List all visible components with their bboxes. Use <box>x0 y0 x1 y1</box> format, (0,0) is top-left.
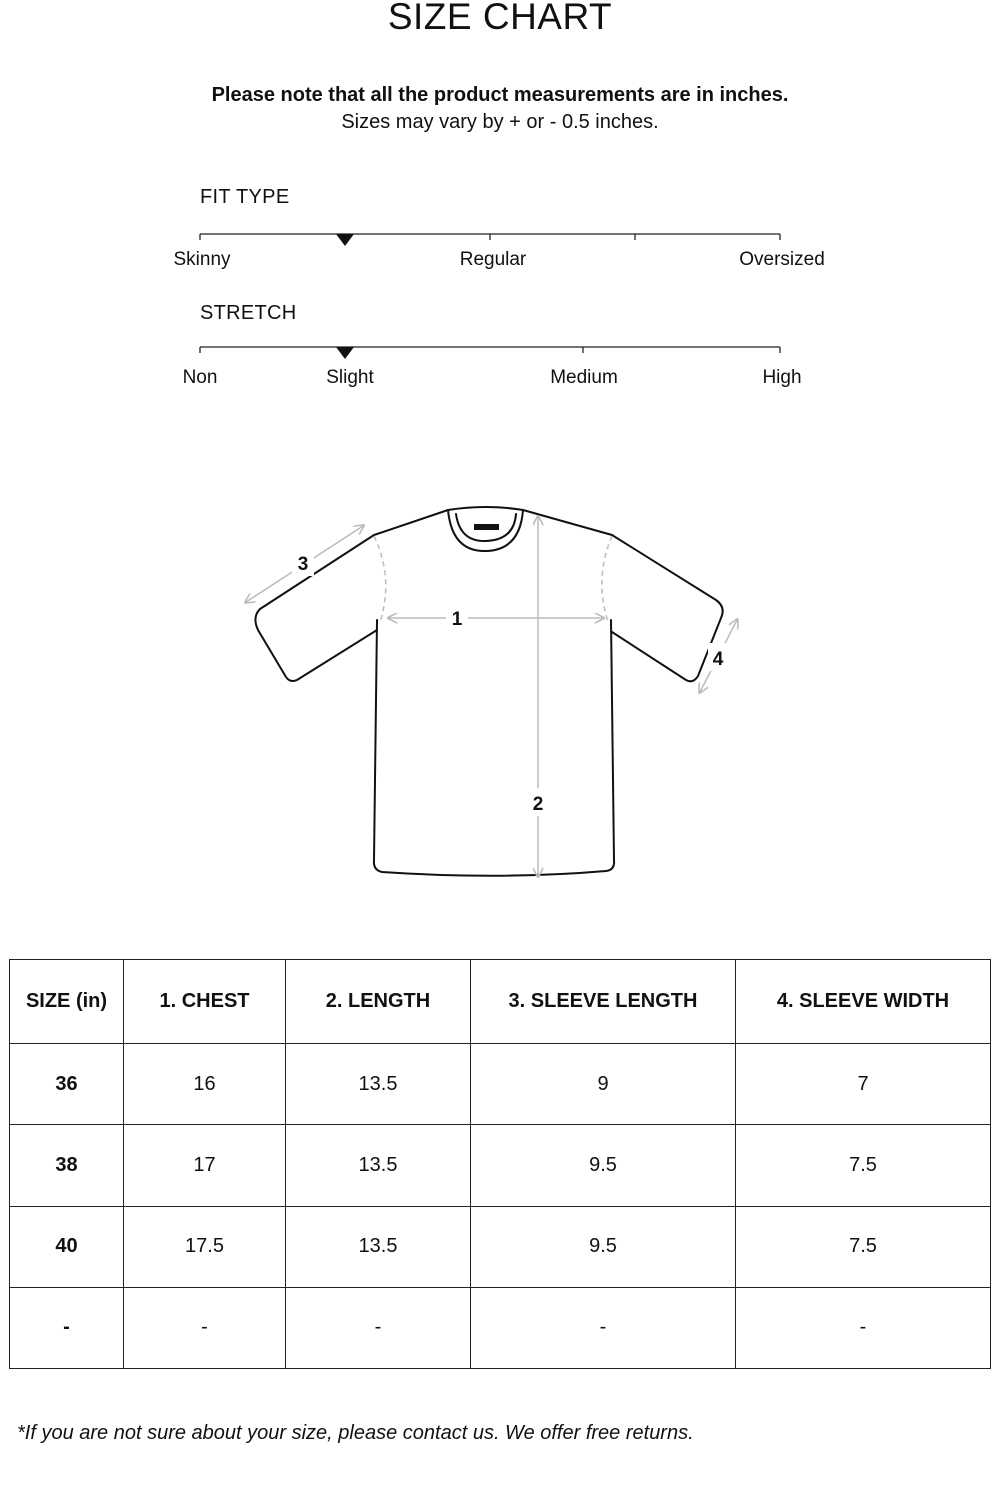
tshirt-outline <box>255 507 722 876</box>
sleeve-seams <box>374 536 612 622</box>
fit-label-oversized: Oversized <box>739 249 825 270</box>
cell-sleeve-width: 7.5 <box>736 1206 991 1287</box>
cell-length: 13.5 <box>286 1044 471 1125</box>
cell-sleeve-width: 7.5 <box>736 1125 991 1206</box>
cell-sleeve-length: 9.5 <box>471 1206 736 1287</box>
table-header-row <box>10 960 991 1044</box>
chest-number-label: 1 <box>451 609 463 630</box>
header-size: SIZE (in) <box>10 960 124 1044</box>
table-row <box>10 1287 991 1368</box>
cell-sleeve-width: 7 <box>736 1044 991 1125</box>
stretch-label-high: High <box>762 367 802 388</box>
stretch-label-slight: Slight <box>326 367 374 388</box>
cell-length: 13.5 <box>286 1125 471 1206</box>
cell-chest: 17.5 <box>124 1206 286 1287</box>
stretch-label-non: Non <box>182 367 218 388</box>
stretch-title: STRETCH <box>200 302 297 324</box>
sleeve-width-number-label: 4 <box>712 649 724 670</box>
cell-sleeve-length: 9.5 <box>471 1125 736 1206</box>
cell-size: 36 <box>10 1044 124 1125</box>
cell-length: - <box>286 1287 471 1368</box>
header-sleeve-length: 3. SLEEVE LENGTH <box>471 960 736 1044</box>
fit-label-skinny: Skinny <box>173 249 231 270</box>
cell-chest: - <box>124 1287 286 1368</box>
header-sleeve-width: 4. SLEEVE WIDTH <box>736 960 991 1044</box>
header-chest: 1. CHEST <box>124 960 286 1044</box>
cell-sleeve-width: - <box>736 1287 991 1368</box>
header-length: 2. LENGTH <box>286 960 471 1044</box>
cell-chest: 17 <box>124 1125 286 1206</box>
sleeve-length-number-label: 3 <box>297 554 309 575</box>
length-number-label: 2 <box>532 794 544 815</box>
neck-label <box>474 524 499 530</box>
cell-sleeve-length: - <box>471 1287 736 1368</box>
table-row <box>10 1044 991 1125</box>
page-title: SIZE CHART <box>387 0 613 37</box>
stretch-label-medium: Medium <box>550 367 618 388</box>
table-row <box>10 1206 991 1287</box>
cell-size: 38 <box>10 1125 124 1206</box>
table-row <box>10 1125 991 1206</box>
cell-chest: 16 <box>124 1044 286 1125</box>
cell-size: 40 <box>10 1206 124 1287</box>
cell-length: 13.5 <box>286 1206 471 1287</box>
size-table <box>9 959 991 1369</box>
fit-type-title: FIT TYPE <box>200 186 290 208</box>
cell-size: - <box>10 1287 124 1368</box>
cell-sleeve-length: 9 <box>471 1044 736 1125</box>
measurement-note: Please note that all the product measurements are in inches. <box>211 84 789 106</box>
variance-note: Sizes may vary by + or - 0.5 inches. <box>341 111 659 133</box>
fit-label-regular: Regular <box>459 249 527 270</box>
footnote: *If you are not sure about your size, please contact us. We offer free returns. <box>17 1422 694 1444</box>
